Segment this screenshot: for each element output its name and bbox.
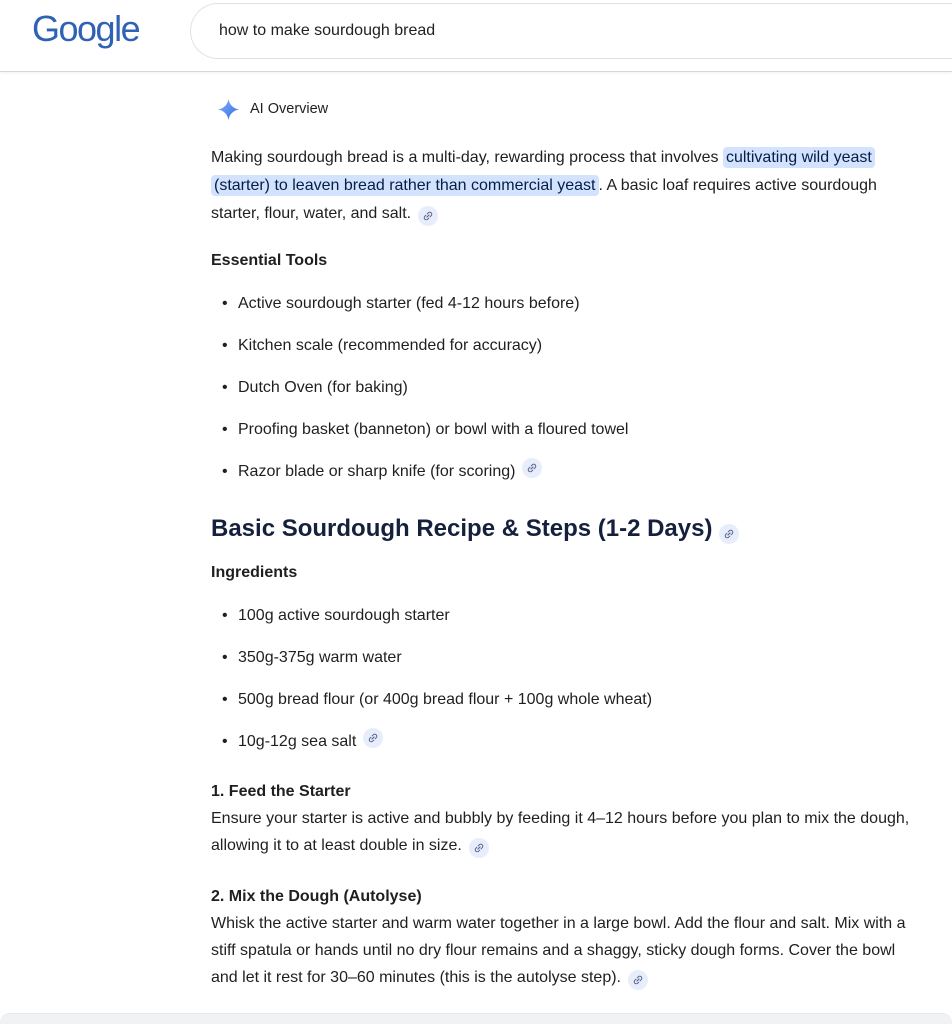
- ai-overview-label: AI Overview: [250, 101, 329, 117]
- intro-text-post: . A basic loaf requires active sourdough starter, flour, water, and salt.: [211, 177, 877, 222]
- citation-link-icon[interactable]: [522, 458, 542, 478]
- citation-link-icon[interactable]: [418, 206, 438, 226]
- citation-link-icon[interactable]: [628, 970, 648, 990]
- step-title: 2. Mix the Dough (Autolyse): [211, 888, 422, 905]
- list-item: [211, 602, 923, 630]
- recipe-heading: [211, 512, 923, 546]
- search-input[interactable]: [219, 22, 952, 40]
- ai-sparkle-icon: [218, 99, 239, 120]
- bullet-dot: •: [222, 421, 228, 438]
- citation-link-icon[interactable]: [719, 524, 739, 544]
- step-block: [211, 778, 923, 859]
- bullet-dot: •: [222, 691, 228, 708]
- tools-heading: Essential Tools: [211, 252, 328, 269]
- intro-paragraph: [211, 144, 923, 228]
- bullet-dot: •: [222, 295, 228, 312]
- tool-item-text: Razor blade or sharp knife (for scoring): [238, 463, 516, 480]
- citation-link-icon[interactable]: [469, 838, 489, 858]
- intro-highlighted-text: cultivating wild yeast (starter) to leaven bread rather than commercial yeast: [211, 147, 875, 196]
- ingredients-heading: Ingredients: [211, 564, 298, 581]
- ingredient-item-text: 100g active sourdough starter: [238, 607, 450, 624]
- citation-link-icon[interactable]: [363, 728, 383, 748]
- bullet-dot: •: [222, 379, 228, 396]
- list-item: [211, 686, 923, 714]
- ingredient-item-text: 500g bread flour (or 400g bread flour + 100g whole wheat): [238, 691, 653, 708]
- tools-list: [211, 290, 923, 486]
- tool-item-text: Kitchen scale (recommended for accuracy): [238, 337, 543, 354]
- list-item: [211, 290, 923, 318]
- list-item: [211, 644, 923, 672]
- intro-text-pre: Making sourdough bread is a multi-day, rewarding process that involves: [211, 149, 723, 166]
- list-item: [211, 458, 923, 486]
- ingredient-item-text: 10g-12g sea salt: [238, 733, 357, 750]
- list-item: [211, 728, 923, 756]
- ai-overview-panel: [0, 98, 952, 991]
- step-block: [211, 883, 923, 991]
- google-logo[interactable]: Google: [32, 8, 140, 49]
- tool-item-text: Active sourdough starter (fed 4-12 hours before): [238, 295, 580, 312]
- list-item: [211, 332, 923, 360]
- bullet-dot: •: [222, 733, 228, 750]
- next-section-edge: [0, 1013, 952, 1024]
- step-title: 1. Feed the Starter: [211, 783, 351, 800]
- bullet-dot: •: [222, 337, 228, 354]
- list-item: [211, 416, 923, 444]
- ingredients-list: [211, 602, 923, 756]
- search-header: [0, 0, 952, 72]
- ai-overview-header: [211, 98, 923, 120]
- ingredient-item-text: 350g-375g warm water: [238, 649, 402, 666]
- bullet-dot: •: [222, 463, 228, 480]
- bullet-dot: •: [222, 649, 228, 666]
- tool-item-text: Proofing basket (banneton) or bowl with a floured towel: [238, 421, 629, 438]
- recipe-heading-text: Basic Sourdough Recipe & Steps (1-2 Days): [211, 515, 713, 542]
- bullet-dot: •: [222, 607, 228, 624]
- step-body: Ensure your starter is active and bubbly by feeding it 4–12 hours before you plan to mix the dough, allowing it to at least double in size.: [211, 810, 910, 854]
- search-bar[interactable]: [190, 3, 952, 59]
- list-item: [211, 374, 923, 402]
- tool-item-text: Dutch Oven (for baking): [238, 379, 408, 396]
- step-body: Whisk the active starter and warm water together in a large bowl. Add the flour and salt. Mix with a stiff spatula or hands until no dry flour remains and a shaggy, sticky dough forms. Cover the bowl and let it rest for 30–60 minutes (this is the autolyse step).: [211, 915, 906, 986]
